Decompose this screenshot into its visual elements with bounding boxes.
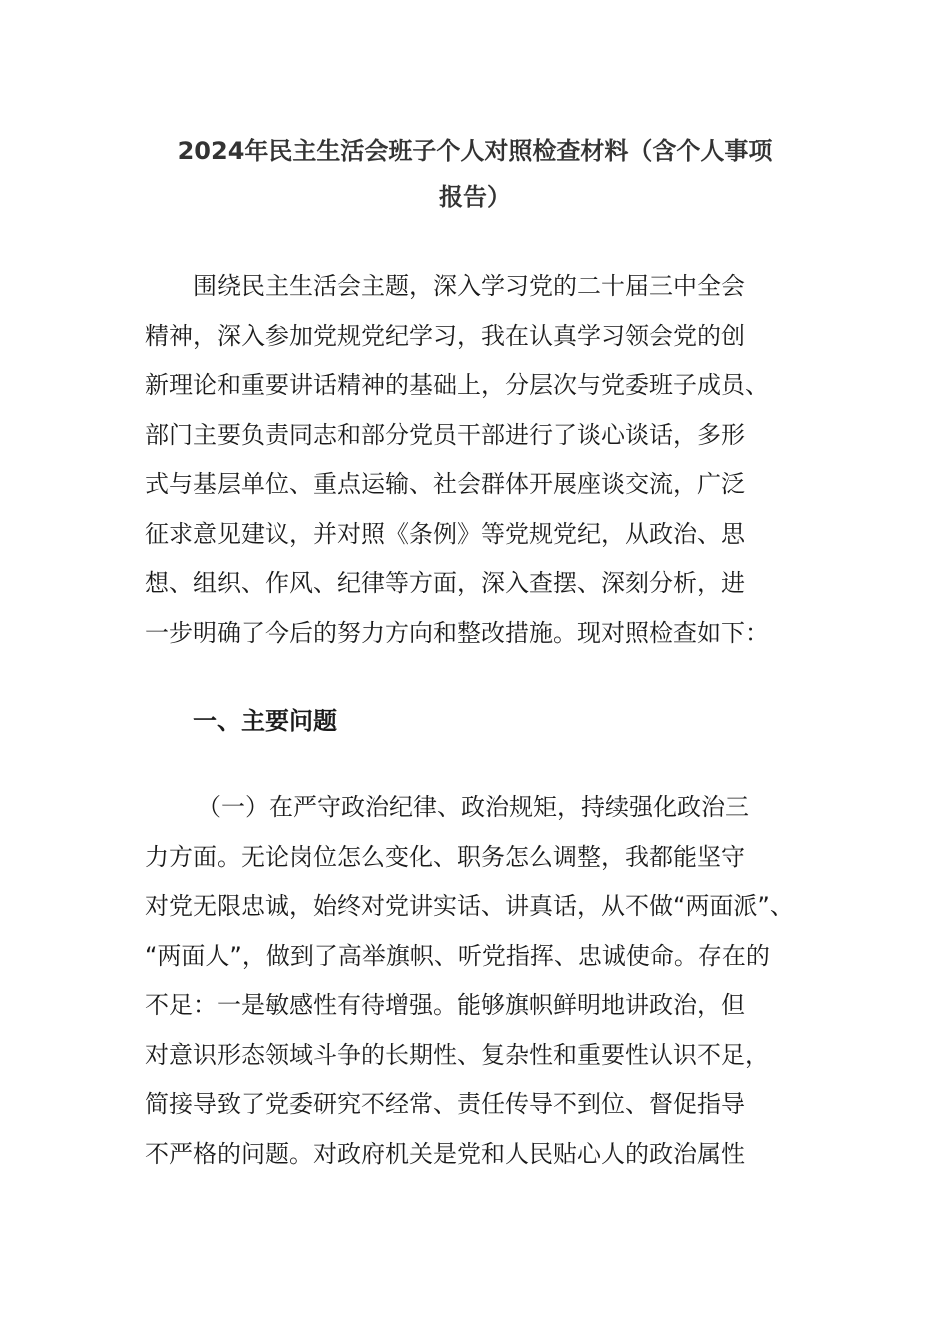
paragraph-line: 简接导致了党委研究不经常、责任传导不到位、督促指导: [145, 1090, 745, 1118]
section-heading: 一、主要问题: [193, 707, 337, 735]
paragraph-line: （一）在严守政治纪律、政治规矩，持续强化政治三: [197, 793, 749, 821]
paragraph-line: 式与基层单位、重点运输、社会群体开展座谈交流，广泛: [145, 470, 745, 498]
paragraph-line: 精神，深入参加党规党纪学习，我在认真学习领会党的创: [145, 321, 745, 350]
problem-paragraph: [145, 783, 815, 1179]
paragraph-line: 一步明确了今后的努力方向和整改措施。现对照检查如下：: [145, 618, 769, 647]
paragraph-line: 对意识形态领域斗争的长期性、复杂性和重要性认识不足，: [145, 1040, 769, 1069]
paragraph-line: 不严格的问题。对政府机关是党和人民贴心人的政治属性: [145, 1139, 745, 1168]
paragraph-line: 想、组织、作风、纪律等方面，深入查摆、深刻分析，进: [145, 569, 745, 597]
intro-paragraph: [145, 262, 815, 658]
paragraph-line: 征求意见建议，并对照《条例》等党规党纪，从政治、思: [145, 519, 745, 548]
paragraph-line: 力方面。无论岗位怎么变化、职务怎么调整，我都能坚守: [145, 842, 745, 871]
paragraph-line: 不足：一是敏感性有待增强。能够旗帜鲜明地讲政治，但: [145, 991, 745, 1019]
document-title: [145, 128, 805, 220]
paragraph-line: 围绕民主生活会主题，深入学习党的二十届三中全会: [193, 272, 745, 300]
paragraph-line: 部门主要负责同志和部分党员干部进行了谈心谈话，多形: [145, 420, 745, 449]
paragraph-line: 对党无限忠诚，始终对党讲实话、讲真话，从不做“两面派”、: [145, 892, 794, 920]
paragraph-line: 新理论和重要讲话精神的基础上，分层次与党委班子成员、: [145, 371, 769, 399]
title-line: 2024年民主生活会班子个人对照检查材料（含个人事项: [177, 137, 773, 165]
title-line: 报告）: [439, 183, 511, 211]
paragraph-line: “两面人”，做到了高举旗帜、听党指挥、忠诚使命。存在的: [145, 941, 770, 970]
